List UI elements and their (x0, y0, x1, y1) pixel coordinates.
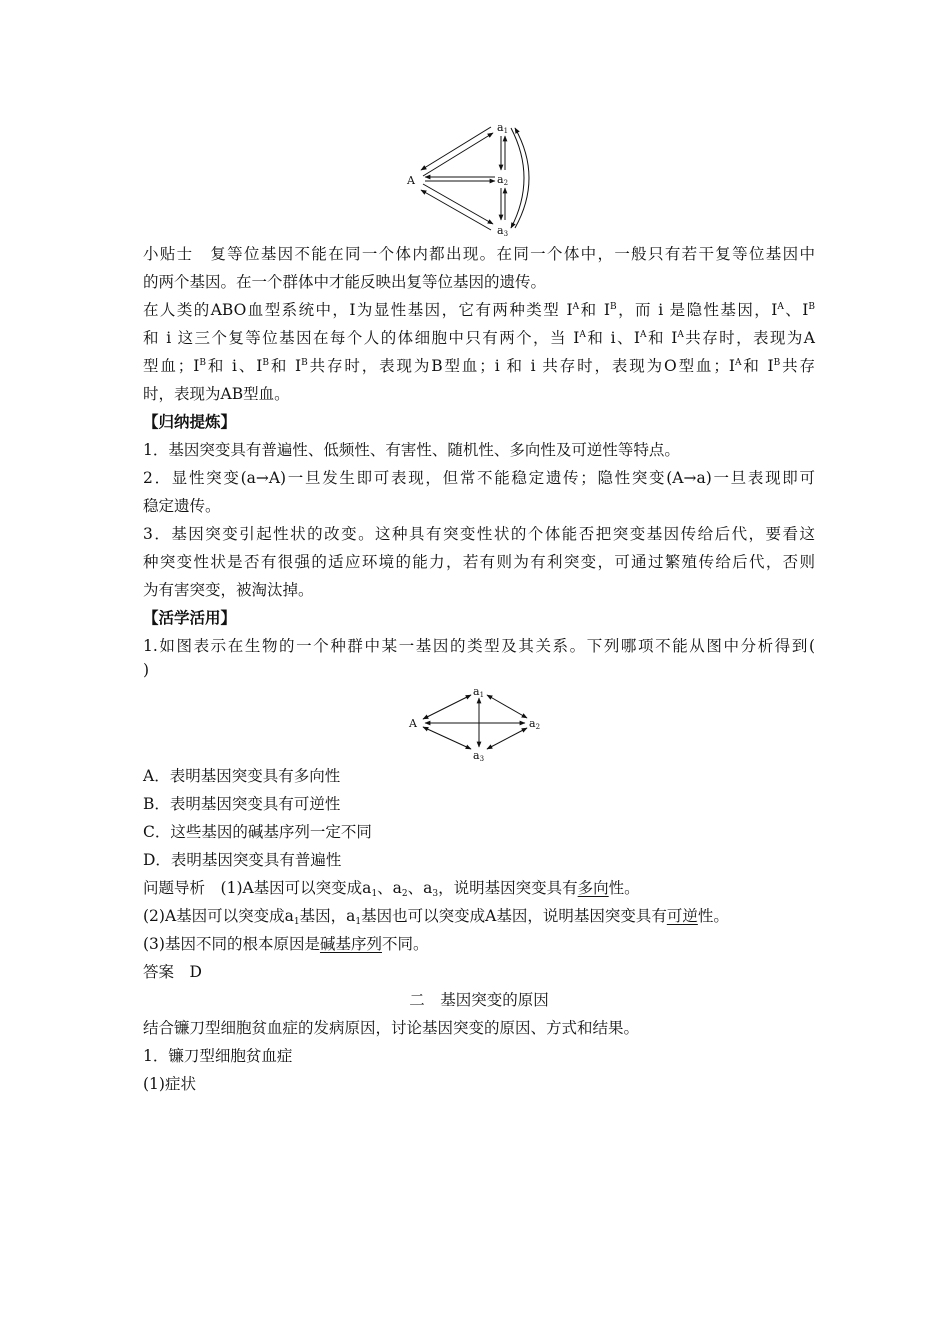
tips-line-1: 小贴士 复等位基因不能在同一个体内都出现。在同一个体中，一般只有若干复等位基因中 (143, 245, 815, 263)
node-a1-label: a1 (473, 685, 485, 699)
node-A-label: A (407, 174, 415, 187)
option-c: C．这些基因的碱基序列一定不同 (143, 823, 372, 841)
node-a3-label: a3 (497, 224, 509, 238)
blank-answer-2: 可逆 (666, 907, 698, 925)
tips-line-2: 的两个基因。在一个群体中才能反映出复等位基因的遗传。 (143, 273, 547, 291)
guide-label: 问题导析 (143, 879, 206, 897)
node-A-label: A (409, 717, 417, 730)
allele-relation-diagram-2 (405, 685, 545, 763)
section-2-item-1: 1．镰刀型细胞贫血症 (143, 1047, 293, 1065)
summary-point-3-line-1: 3．基因突变引起性状的改变。这种具有突变性状的个体能否把突变基因传给后代，要看这 (143, 525, 815, 543)
blank-answer-3: 碱基序列 (319, 935, 382, 953)
option-b: B．表明基因突变具有可逆性 (143, 795, 341, 813)
abo-line-3: 型血；$I^B$和 i、$I^B$和 $I^B$共存时，表现为B型血；i 和 i 共存时，表现为O型血；$I^A$和 $I^B$共存 (143, 357, 815, 375)
summary-point-1: 1．基因突变具有普遍性、低频性、有害性、随机性、多向性及可逆性等特点。 (143, 441, 680, 459)
summary-heading: 【归纳提炼】 (143, 412, 237, 431)
summary-point-3-line-2: 种突变性状是否有很强的适应环境的能力，若有则为有利突变，可通过繁殖传给后代，否则 (143, 553, 815, 571)
blank-answer-1: 多向 (577, 879, 609, 897)
abo-line-4: 时，表现为AB型血。 (143, 385, 290, 403)
answer-value: D (189, 963, 202, 981)
answer-line (143, 961, 815, 983)
summary-point-2-line-1: 2．显性突变(a→A)一旦发生即可表现，但常不能稳定遗传；隐性突变(A→a)一旦表现即可 (143, 469, 815, 487)
section-2-intro: 结合镰刀型细胞贫血症的发病原因，讨论基因突变的原因、方式和结果。 (143, 1019, 640, 1037)
question-1-line-2: ) (143, 661, 150, 679)
option-d: D．表明基因突变具有普遍性 (143, 851, 342, 869)
abo-line-1: 在人类的ABO血型系统中，I为显性基因，它有两种类型 $I^A$和 $I^B$，而 i 是隐性基因，$I^A$、$I^B$ (143, 301, 815, 319)
option-a: A．表明基因突变具有多向性 (143, 767, 341, 785)
allele-relation-diagram-1 (405, 118, 545, 238)
section-2-title: 二 基因突变的原因 (409, 991, 549, 1009)
guide-line-2: (2)A基因可以突变成$a_1$基因，$a_1$基因也可以突变成A基因，说明基因突变具有可逆性。 (143, 907, 729, 927)
guide-line-1: 问题导析 (1)A基因可以突变成$a_1$、$a_2$、$a_3$，说明基因突变具有多向性。 (143, 879, 640, 899)
node-a2-label: a2 (529, 717, 541, 731)
section-2-subitem-1: (1)症状 (143, 1075, 196, 1093)
summary-point-3-line-3: 为有害突变，被淘汰掉。 (143, 581, 314, 599)
question-1-line-1: 1.如图表示在生物的一个种群中某一基因的类型及其关系。下列哪项不能从图中分析得到( (143, 637, 815, 655)
node-a3-label: a3 (473, 749, 485, 763)
practice-heading: 【活学活用】 (143, 608, 237, 627)
guide-line-3: (3)基因不同的根本原因是碱基序列不同。 (143, 935, 429, 953)
abo-line-2: 和 i 这三个复等位基因在每个人的体细胞中只有两个，当 $I^A$和 i、$I^A$和 $I^A$共存时，表现为A (143, 329, 815, 347)
summary-point-2-line-2: 稳定遗传。 (143, 497, 221, 515)
node-a2-label: a2 (497, 173, 509, 187)
tips-label: 小贴士 (143, 245, 194, 263)
node-a1-label: a1 (497, 121, 509, 135)
answer-label: 答案 (143, 963, 175, 981)
